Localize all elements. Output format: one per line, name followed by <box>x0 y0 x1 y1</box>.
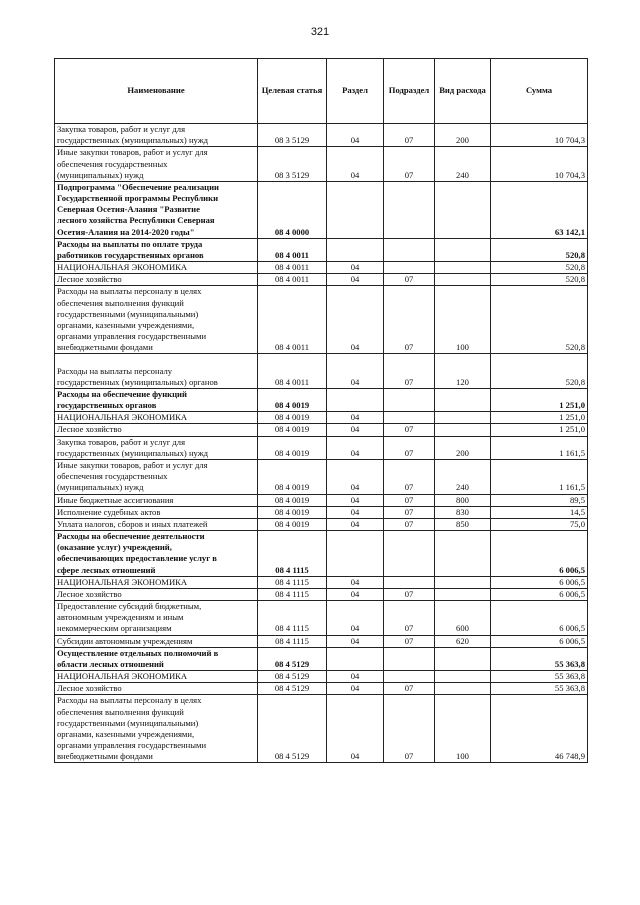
cell-expense-type: 200 <box>435 436 491 459</box>
cell-section <box>327 388 384 411</box>
cell-name: Осуществление отдельных полномочий в области лесных отношений <box>55 647 258 670</box>
cell-code: 08 4 1115 <box>258 531 327 577</box>
cell-amount: 89,5 <box>491 494 588 506</box>
cell-subsection: 07 <box>384 518 435 530</box>
cell-amount: 520,8 <box>491 262 588 274</box>
cell-code: 08 4 0019 <box>258 424 327 436</box>
header-expense-type: Вид расхода <box>435 59 491 124</box>
cell-amount: 1 251,0 <box>491 388 588 411</box>
cell-code: 08 4 0019 <box>258 494 327 506</box>
cell-section: 04 <box>327 635 384 647</box>
cell-subsection: 07 <box>384 436 435 459</box>
cell-name: НАЦИОНАЛЬНАЯ ЭКОНОМИКА <box>55 262 258 274</box>
cell-section: 04 <box>327 286 384 354</box>
cell-expense-type: 240 <box>435 459 491 494</box>
cell-subsection <box>384 181 435 238</box>
cell-expense-type: 620 <box>435 635 491 647</box>
header-section: Раздел <box>327 59 384 124</box>
table-row <box>55 531 588 577</box>
page-number: 321 <box>310 26 330 38</box>
cell-expense-type: 100 <box>435 286 491 354</box>
cell-code: 08 4 1115 <box>258 588 327 600</box>
cell-section: 04 <box>327 683 384 695</box>
budget-table <box>54 58 588 763</box>
cell-name: Расходы на обеспечение функций государственных органов <box>55 388 258 411</box>
table-row <box>55 238 588 261</box>
header-amount: Сумма <box>491 59 588 124</box>
cell-section: 04 <box>327 671 384 683</box>
cell-amount: 10 704,3 <box>491 124 588 147</box>
cell-amount: 1 161,5 <box>491 436 588 459</box>
cell-subsection: 07 <box>384 354 435 389</box>
cell-section: 04 <box>327 354 384 389</box>
cell-expense-type <box>435 238 491 261</box>
cell-amount: 520,8 <box>491 286 588 354</box>
cell-code: 08 4 0019 <box>258 506 327 518</box>
cell-amount: 75,0 <box>491 518 588 530</box>
cell-subsection: 07 <box>384 147 435 182</box>
table-row <box>55 412 588 424</box>
cell-name: Иные бюджетные ассигнования <box>55 494 258 506</box>
cell-section: 04 <box>327 459 384 494</box>
cell-expense-type <box>435 671 491 683</box>
cell-section: 04 <box>327 124 384 147</box>
cell-subsection: 07 <box>384 601 435 636</box>
table-row <box>55 588 588 600</box>
cell-section <box>327 238 384 261</box>
cell-section: 04 <box>327 695 384 763</box>
cell-amount: 6 006,5 <box>491 635 588 647</box>
cell-subsection <box>384 647 435 670</box>
cell-subsection: 07 <box>384 635 435 647</box>
cell-subsection <box>384 388 435 411</box>
cell-subsection <box>384 531 435 577</box>
cell-section: 04 <box>327 412 384 424</box>
cell-subsection: 07 <box>384 494 435 506</box>
cell-subsection: 07 <box>384 124 435 147</box>
cell-section: 04 <box>327 588 384 600</box>
cell-amount: 520,8 <box>491 354 588 389</box>
cell-section: 04 <box>327 506 384 518</box>
cell-code: 08 4 0000 <box>258 181 327 238</box>
table-row <box>55 181 588 238</box>
cell-name: Исполнение судебных актов <box>55 506 258 518</box>
cell-expense-type: 600 <box>435 601 491 636</box>
cell-amount: 6 006,5 <box>491 576 588 588</box>
cell-name: Предоставление субсидий бюджетным, автономным учреждениям и иным некоммерческим организациям <box>55 601 258 636</box>
cell-expense-type <box>435 388 491 411</box>
cell-expense-type <box>435 262 491 274</box>
cell-code: 08 4 0011 <box>258 354 327 389</box>
cell-expense-type <box>435 683 491 695</box>
cell-section: 04 <box>327 147 384 182</box>
table-row <box>55 147 588 182</box>
cell-subsection: 07 <box>384 506 435 518</box>
table-row <box>55 354 588 389</box>
table-row <box>55 506 588 518</box>
table-row <box>55 274 588 286</box>
table-row <box>55 436 588 459</box>
cell-amount: 14,5 <box>491 506 588 518</box>
cell-code: 08 4 1115 <box>258 576 327 588</box>
cell-subsection <box>384 262 435 274</box>
cell-name: Лесное хозяйство <box>55 424 258 436</box>
table-row <box>55 601 588 636</box>
cell-subsection: 07 <box>384 683 435 695</box>
table-row <box>55 388 588 411</box>
cell-amount: 520,8 <box>491 274 588 286</box>
cell-subsection: 07 <box>384 588 435 600</box>
cell-name: Закупка товаров, работ и услуг для государственных (муниципальных) нужд <box>55 124 258 147</box>
cell-section: 04 <box>327 424 384 436</box>
table-row <box>55 459 588 494</box>
cell-expense-type <box>435 424 491 436</box>
cell-code: 08 4 5129 <box>258 683 327 695</box>
cell-code: 08 4 0019 <box>258 388 327 411</box>
cell-subsection: 07 <box>384 695 435 763</box>
cell-code: 08 4 5129 <box>258 695 327 763</box>
cell-subsection <box>384 671 435 683</box>
cell-name: Закупка товаров, работ и услуг для государственных (муниципальных) нужд <box>55 436 258 459</box>
cell-code: 08 3 5129 <box>258 147 327 182</box>
table-row <box>55 647 588 670</box>
cell-name: Иные закупки товаров, работ и услуг для обеспечения государственных (муниципальных) нужд <box>55 147 258 182</box>
cell-code: 08 3 5129 <box>258 124 327 147</box>
cell-code: 08 4 0011 <box>258 286 327 354</box>
cell-section: 04 <box>327 518 384 530</box>
cell-subsection: 07 <box>384 274 435 286</box>
cell-section: 04 <box>327 601 384 636</box>
cell-name: Расходы на выплаты персоналу в целях обеспечения выполнения функций государственными (муниципальными) органами, казенными учреждениями, органами управления государственными внебюджетными фондами <box>55 695 258 763</box>
cell-expense-type: 100 <box>435 695 491 763</box>
cell-amount: 10 704,3 <box>491 147 588 182</box>
cell-code: 08 4 1115 <box>258 635 327 647</box>
cell-section: 04 <box>327 576 384 588</box>
cell-expense-type: 120 <box>435 354 491 389</box>
cell-section: 04 <box>327 262 384 274</box>
cell-name: Лесное хозяйство <box>55 274 258 286</box>
cell-expense-type <box>435 412 491 424</box>
table-row <box>55 424 588 436</box>
cell-expense-type: 850 <box>435 518 491 530</box>
cell-code: 08 4 5129 <box>258 647 327 670</box>
header-name: Наименование <box>55 59 258 124</box>
cell-amount: 55 363,8 <box>491 671 588 683</box>
cell-name: Лесное хозяйство <box>55 588 258 600</box>
cell-expense-type: 800 <box>435 494 491 506</box>
cell-name: НАЦИОНАЛЬНАЯ ЭКОНОМИКА <box>55 671 258 683</box>
cell-expense-type: 240 <box>435 147 491 182</box>
cell-subsection <box>384 412 435 424</box>
cell-subsection <box>384 238 435 261</box>
cell-amount: 55 363,8 <box>491 683 588 695</box>
cell-name: Иные закупки товаров, работ и услуг для обеспечения государственных (муниципальных) нужд <box>55 459 258 494</box>
cell-amount: 6 006,5 <box>491 601 588 636</box>
cell-code: 08 4 1115 <box>258 601 327 636</box>
table-row <box>55 635 588 647</box>
table-row <box>55 286 588 354</box>
table-row <box>55 576 588 588</box>
cell-name: Расходы на выплаты по оплате труда работников государственных органов <box>55 238 258 261</box>
cell-name: НАЦИОНАЛЬНАЯ ЭКОНОМИКА <box>55 412 258 424</box>
cell-subsection: 07 <box>384 286 435 354</box>
cell-amount: 46 748,9 <box>491 695 588 763</box>
cell-expense-type: 200 <box>435 124 491 147</box>
cell-name: Субсидии автономным учреждениям <box>55 635 258 647</box>
cell-expense-type <box>435 274 491 286</box>
cell-amount: 63 142,1 <box>491 181 588 238</box>
cell-section: 04 <box>327 274 384 286</box>
cell-code: 08 4 5129 <box>258 671 327 683</box>
header-code: Целевая статья <box>258 59 327 124</box>
cell-subsection: 07 <box>384 459 435 494</box>
cell-name: Расходы на выплаты персоналу государственных (муниципальных) органов <box>55 354 258 389</box>
cell-expense-type <box>435 531 491 577</box>
table-row <box>55 695 588 763</box>
cell-section: 04 <box>327 494 384 506</box>
cell-amount: 6 006,5 <box>491 531 588 577</box>
cell-section <box>327 647 384 670</box>
table-header-row <box>55 59 588 124</box>
cell-expense-type <box>435 181 491 238</box>
cell-code: 08 4 0019 <box>258 518 327 530</box>
cell-code: 08 4 0011 <box>258 238 327 261</box>
cell-amount: 1 161,5 <box>491 459 588 494</box>
table-row <box>55 671 588 683</box>
cell-code: 08 4 0019 <box>258 412 327 424</box>
cell-code: 08 4 0011 <box>258 262 327 274</box>
cell-subsection <box>384 576 435 588</box>
cell-code: 08 4 0019 <box>258 459 327 494</box>
cell-name: Лесное хозяйство <box>55 683 258 695</box>
cell-expense-type <box>435 647 491 670</box>
cell-expense-type <box>435 576 491 588</box>
cell-section <box>327 181 384 238</box>
cell-amount: 1 251,0 <box>491 424 588 436</box>
cell-code: 08 4 0019 <box>258 436 327 459</box>
cell-name: НАЦИОНАЛЬНАЯ ЭКОНОМИКА <box>55 576 258 588</box>
cell-name: Расходы на обеспечение деятельности (оказание услуг) учреждений, обеспечивающих предоставление услуг в сфере лесных отношений <box>55 531 258 577</box>
cell-name: Уплата налогов, сборов и иных платежей <box>55 518 258 530</box>
cell-expense-type <box>435 588 491 600</box>
cell-expense-type: 830 <box>435 506 491 518</box>
cell-name: Расходы на выплаты персоналу в целях обеспечения выполнения функций государственными (муниципальными) органами, казенными учреждениями, органами управления государственными внебюджетными фондами <box>55 286 258 354</box>
table-row <box>55 262 588 274</box>
cell-amount: 6 006,5 <box>491 588 588 600</box>
cell-subsection: 07 <box>384 424 435 436</box>
cell-section: 04 <box>327 436 384 459</box>
table-row <box>55 494 588 506</box>
header-subsection: Подраздел <box>384 59 435 124</box>
cell-code: 08 4 0011 <box>258 274 327 286</box>
cell-amount: 55 363,8 <box>491 647 588 670</box>
cell-amount: 520,8 <box>491 238 588 261</box>
table-row <box>55 683 588 695</box>
cell-name: Подпрограмма "Обеспечение реализации Государственной программы Республики Северная Осетия-Алания "Развитие лесного хозяйства Республики Северная Осетия-Алания на 2014-2020 годы" <box>55 181 258 238</box>
cell-section <box>327 531 384 577</box>
table-row <box>55 518 588 530</box>
table-row <box>55 124 588 147</box>
cell-amount: 1 251,0 <box>491 412 588 424</box>
